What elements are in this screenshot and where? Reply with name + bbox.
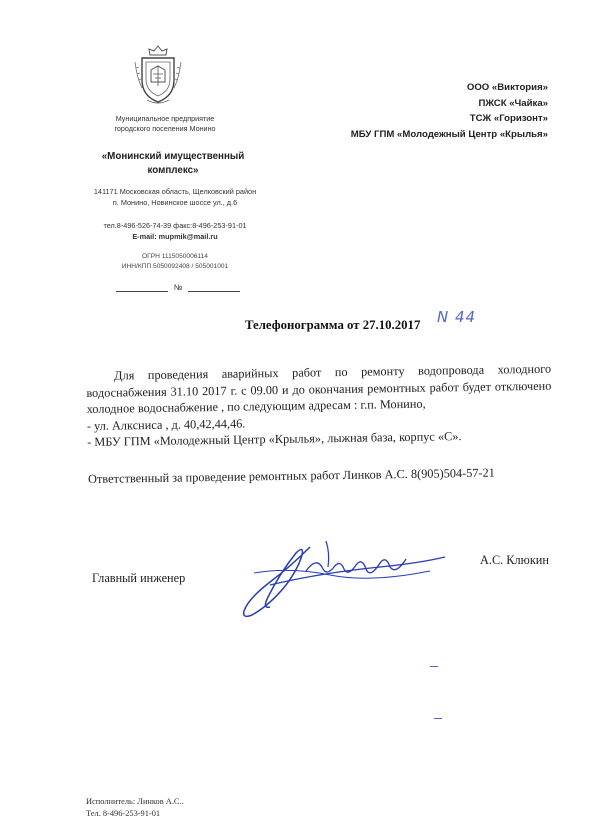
document-title: Телефонограмма от 27.10.2017 (245, 318, 421, 332)
ink-mark (434, 718, 442, 719)
coat-of-arms-icon (133, 44, 183, 106)
recipient-1: ООО «Виктория» (466, 82, 548, 93)
phone-fax-line: тел.8-496-526-74-39 факс:8-496-253-91-01 (103, 221, 247, 230)
handwritten-number: N 44 (437, 308, 477, 326)
executor-block (86, 796, 184, 820)
document-body (86, 361, 552, 451)
organization-address (75, 187, 275, 208)
outgoing-number-line (108, 283, 248, 292)
responsible-person: Ответственный за проведение ремонтных работ Линков А.С. 8(905)504-57-21 (88, 465, 496, 486)
body-paragraph: Для проведения аварийных работ по ремонту водопровода холодного водоснабжения 31.10 2017 г. с 09.00 и до окончания ремонтных работ будет отключено холодное водоснабжение , по следующим адресам : г.п. Монино, (86, 361, 552, 416)
date-blank (116, 283, 168, 292)
number-blank (188, 283, 240, 292)
org-type-line-1: Муниципальное предприятие (115, 114, 215, 123)
org-type-line-2: городского поселения Монино (114, 123, 216, 133)
organization-name (88, 150, 258, 178)
handwritten-signature (230, 527, 475, 622)
executor-name: Исполнитель: Линков А.С.. (86, 797, 184, 806)
ink-mark (430, 666, 438, 667)
number-sign: № (173, 283, 183, 292)
address-line-2: п. Монино, Новинское шоссе ул., д.6 (112, 197, 238, 207)
recipients-block (248, 80, 548, 142)
org-name-line-1: «Монинский имущественный (101, 151, 245, 162)
recipient-3: ТСЖ «Горизонт» (469, 113, 548, 124)
address-line-1: 141171 Московская область, Щелковский район (93, 187, 257, 196)
recipient-4: МБУ ГПМ «Молодежный Центр «Крылья» (350, 128, 548, 140)
signer-position: Главный инженер (92, 571, 186, 585)
inn-kpp-line: ИНН/КПП 5050092408 / 505001001 (121, 262, 229, 270)
organization-contacts (75, 221, 275, 242)
ogrn-line: ОГРН 1115050006114 (142, 253, 208, 260)
address-item-1: - ул. Алксниса , д. 40,42,44,46. (86, 416, 246, 433)
recipient-2: ПЖСК «Чайка» (478, 97, 548, 109)
organization-ids (75, 252, 275, 271)
email-line: E-mail: mupmik@mail.ru (132, 231, 218, 241)
address-item-2: - МБУ ГПМ «Молодежный Центр «Крылья», лыжная база, корпус «С». (87, 429, 462, 449)
signer-name: А.С. Клюкин (480, 553, 549, 567)
organization-type (95, 114, 235, 133)
org-name-line-2: комплекс» (147, 165, 199, 176)
executor-phone: Тел. 8-496-253-91-01 (86, 809, 161, 818)
